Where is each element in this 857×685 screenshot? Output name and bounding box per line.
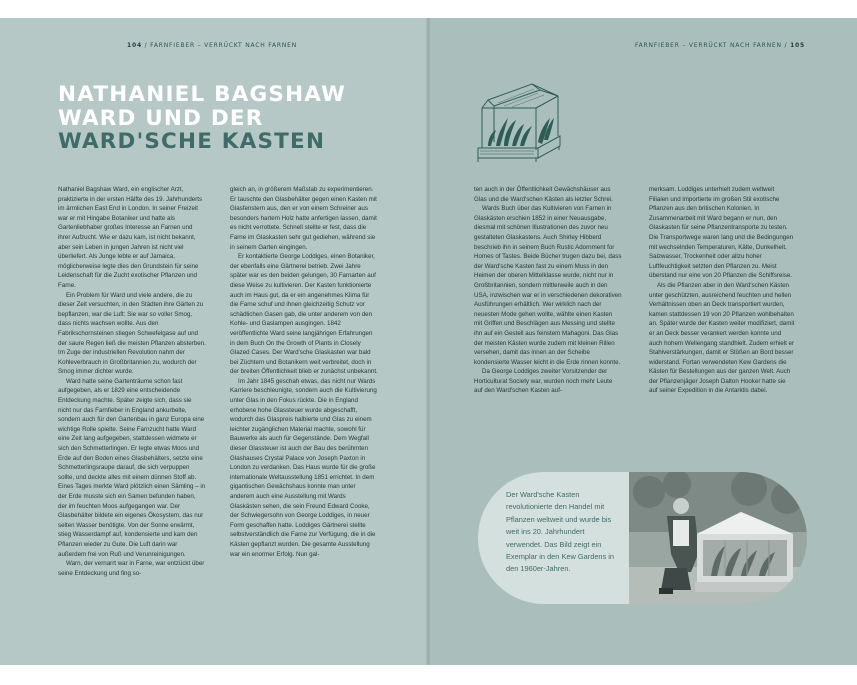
running-head-right <box>635 42 805 49</box>
paragraph: Im Jahr 1845 geschah etwas, das nicht nur Wards Karriere beschleunigte, sondern auch die Kultivierung unter Glas in den Fokus rückte. Die in England erhobene hohe Glassteuer wurde abgeschafft, wodurch das Glaspreis halbierte und Glas zu einem leichter zugänglichen Material machte, sowohl für Bauwerke als auch für Gegenstände. Dem Wegfall dieser Glassteuer ist auch der Bau des berühmten Glashauses Crystal Palace von Joseph Paxton in London zu verdanken. Das Haus wurde für die große internationale Weltausstellung 1851 errichtet. In dem gigantischen Gewächshaus konnte man unter anderem auch eine Ausstellung mit Wards Glaskästen sehen, die sein Freund Edward Cooke, der Schwiegersohn von George Loddiges, in neuer Form geschaffen hatte. Loddiges Gärtnerei stellte selbstverständlich die Farne zur Verfügung, die in die Kästen gepflanzt wurden. Die gesamte Ausstellung war ein enormer Erfolg. Nun gal- <box>230 377 377 558</box>
title-line-1: NATHANIEL BAGSHAW <box>58 82 347 107</box>
title-line-3: WARD'SCHE KASTEN <box>58 129 326 154</box>
running-head-left <box>127 42 297 49</box>
paragraph: Ein Problem für Ward und viele andere, die zu dieser Zeit versuchten, in den Städten ihre Gärten zu bepflanzen, war die Luft: Sie war so voller Smog, dass nichts wachsen wollte. Aus den Fabrikschornsteinen stiegen Schwefelgase auf und der saure Regen ließ die meisten Pflanzen absterben. Im Zuge der industriellen Revolution nahm der Kohleverbrauch in Großbritannien zu, wodurch der Smog immer dichter wurde. <box>58 291 206 376</box>
paragraph: gleich an, in größerem Maßstab zu experimentieren. Er tauschte den Glasbehälter gegen einen Kasten mit Glasfenstern aus, den er von einem Schreiner aus besonders hartem Holz hatte anfertigen lassen, damit es nicht verrottete. Schnell stellte er fest, dass die Farne im Glaskasten sehr gut gediehen, während sie in seinem Garten eingingen. <box>230 186 377 251</box>
man-with-wardian-case-photo <box>629 472 807 604</box>
text-column-1 <box>58 185 206 578</box>
photo-caption: Der Ward'sche Kasten revolutionierte den Handel mit Pflanzen weltweit und wurde bis weit ins 20. Jahrhundert verwendet. Das Bild zeigt ein Exemplar in den Kew Gardens in den 1960er-Jahren. <box>506 490 615 574</box>
chapter-title <box>58 83 418 154</box>
title-line-2: WARD UND DER <box>58 105 264 131</box>
paragraph: Da George Loddiges zweiter Vorsitzender der Horticultural Society war, wurden noch mehr Leute auf den Ward'schen Kasten auf- <box>474 368 613 395</box>
paragraph: Er kontaktierte George Loddiges, einen Botaniker, der ebenfalls eine Gärtnerei betrieb. Zwei Jahre später war es den beiden gelungen, 30 Farnarten auf diese Weise zu kultivieren. Der Kasten funktionierte auch im Haus gut, da er ein angenehmes Klima für die Farne schuf und ihnen gleichzeitig Schutz vor schädlichen Gasen gab, die unter anderem von den Kohle- und Gaslampen ausgingen. 1842 veröffentlichte Ward seine langjährigen Erfahrungen in dem Buch On the Growth of Plants in Closely Glazed Cases. Der Ward'sche Glaskasten war bald bei Züchtern und Botanikern weit verbreitet, doch in der breiten Öffentlichkeit blieb er zunächst unbekannt. <box>230 253 378 376</box>
page-number-right: 105 <box>790 42 805 49</box>
running-head-right-text: FARNFIEBER – VERRÜCKT NACH FARNEN / <box>634 42 788 49</box>
paragraph: Nathaniel Bagshaw Ward, ein englischer Arzt, praktizierte in der ersten Hälfte des 19. Jahrhunderts im ärmlichen East End in London. In seiner Freizeit war er mit Hingabe Botaniker und hatte als Gartenliebhaber großes Interesse an Farnen und ihrer Aufzucht. Wie er dazu kam, ist nicht bekannt, aber sein Leben in jungen Jahren ist nicht viel überliefert. Als Junge lebte er auf Jamaica, möglicherweise legte dies den Grundstein für seine Leidenschaft für die Zucht exotischer Pflanzen und Farne. <box>58 186 203 289</box>
paragraph: merksam. Loddiges unterhielt zudem weltweit Filialen und importierte im großen Stil exotische Pflanzen aus den britischen Kolonien. In Zusammenarbeit mit Ward begann er nun, den Glaskasten für seine Pflanzentransporte zu testen. Die Transportwege waren lang und die Bedingungen mit wechselnden Temperaturen, Kälte, Dunkelheit, Salzwasser, Trockenheit oder allzu hoher Luftfeuchtigkeit setzten den Pflanzen zu. Meist überstand nur eine von 20 Pflanzen die Schiffsreise. <box>649 186 794 280</box>
text-column-2 <box>230 185 378 559</box>
text-column-4 <box>649 185 795 396</box>
running-head-left-text: / FARNFIEBER – VERRÜCKT NACH FARNEN <box>144 42 298 49</box>
text-column-3 <box>474 185 622 396</box>
paragraph: Wards Buch über das Kultivieren von Farnen in Glaskästen erschien 1852 in einer Neuausgabe, diesmal mit schönen Illustrationen des zuvor neu gestalteten Glaskastens. Auch Shirley Hibberd beschrieb ihn in seinem Buch Rustic Adornment for Homes of Tastes. Beide Bücher trugen dazu bei, dass der Ward'sche Kasten fast zu einem Muss in den Heimen der oberen Mittelklasse wurde, nicht nur in Großbritannien, sondern mittlerweile auch in den USA, inzwischen war er in verschiedenen dekorativen Ausführungen erhältlich. Wer wirklich nach der neuesten Mode gehen wollte, wählte einen Kasten mit Griffen und Beschlägen aus Messing und stellte ihn auf ein Gestell aus feinstem Mahagoni. Das Glas der meisten Kästen wurde zudem mit kleinen Rillen versehen, damit das innen an der Scheibe kondensierte Wasser leicht in die Erde rinnen konnte. <box>474 205 622 366</box>
wardian-case-engraving-icon <box>474 74 564 166</box>
book-gutter <box>426 18 430 665</box>
paragraph: Ward hatte seine Gartenträume schon fast aufgegeben, als er 1829 eine entscheidende Entdeckung machte. Später zeigte sich, dass sie nicht nur das Farnfieber in England ankurbelte, sondern auch für den Gartenbau in ganz Europa eine wichtige Rolle spielte. Seine Farnzucht hatte Ward eine Zeit lang aufgegeben, stattdessen widmete er sich den Schmetterlingen. Er legte etwas Moos und Erde auf den Boden eines Glasbehälters, setzte eine Schmetterlingsraupe darauf, die sich verpuppen sollte, und deckte alles mit einem dünnen Stoff ab. Eines Tages merkte Ward plötzlich einen Sämling – in der Erde musste sich ein Samen befunden haben, der im feuchten Moos aufgegangen war. Der Glasbehälter bildete ein eigenes Ökosystem, das nur selten Wasser benötigte. Von der Sonne erwärmt, stieg Wasserdampf auf, kondensierte und kam den Pflanzen wieder zu Gute. Die Luft darin war außerdem frei von Ruß und Verunreinigungen. <box>58 377 206 558</box>
page-number-left: 104 <box>127 42 142 49</box>
paragraph: Als die Pflanzen aber in den Ward'schen Kästen unter geschützten, ausreichend feuchten und hellen Verhältnissen oben an Deck transportiert wurden, kamen stattdessen 19 von 20 Pflanzen wohlbehalten an. Später wurde der Kasten weiter modifiziert, damit er an Deck besser verankert werden konnte und auch hohem Wellengang standhielt. Zudem erhielt er Stahlverstärkungen, damit er Stößen an Bord besser widerstand. Fortan verwendeten Kew Gardens die Kästen für Bestellungen aus der ganzen Welt. Auch der Pflanzenjäger Joseph Dalton Hooker hatte sie auf seiner Expedition in die Antarktis dabei. <box>649 281 795 395</box>
paragraph: ten auch in der Öffentlichkeit Gewächshäuser aus Glas und die Ward'schen Kästen als letzter Schrei. <box>474 186 613 203</box>
paragraph: Warn, der vernarrt war in Farne, war entzückt über seine Entdeckung und fing so- <box>58 560 205 577</box>
